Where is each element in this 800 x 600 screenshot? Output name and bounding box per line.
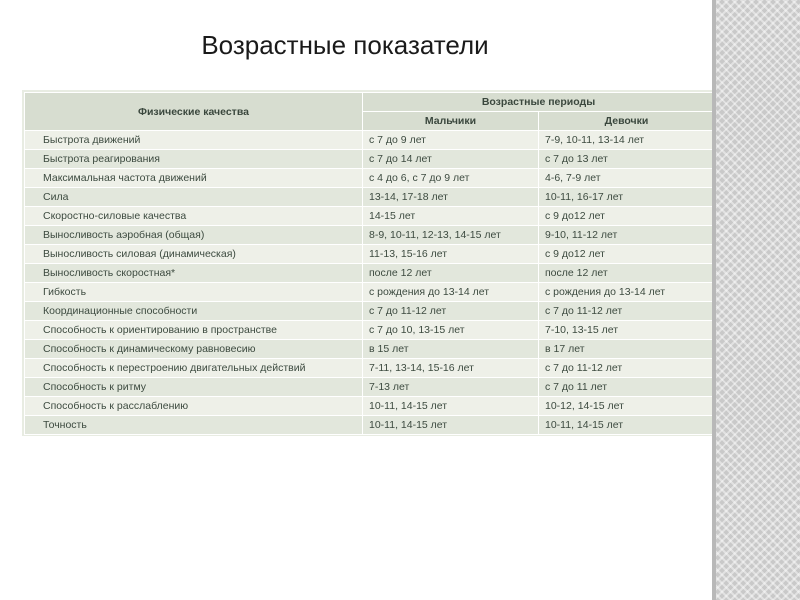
cell-boys: с 7 до 11-12 лет (363, 302, 539, 321)
cell-quality: Гибкость (25, 283, 363, 302)
table-row (25, 302, 715, 321)
cell-boys: 11-13, 15-16 лет (363, 245, 539, 264)
cell-boys: с рождения до 13-14 лет (363, 283, 539, 302)
cell-boys: 10-11, 14-15 лет (363, 397, 539, 416)
table-row (25, 226, 715, 245)
table-row (25, 340, 715, 359)
table-row (25, 283, 715, 302)
header-girls: Девочки (539, 112, 715, 131)
cell-quality: Способность к расслаблению (25, 397, 363, 416)
cell-quality: Сила (25, 188, 363, 207)
cell-quality: Способность к динамическому равновесию (25, 340, 363, 359)
table-row (25, 359, 715, 378)
table-image (22, 90, 714, 436)
cell-girls: с 9 до12 лет (539, 207, 715, 226)
table-row (25, 378, 715, 397)
cell-quality: Выносливость силовая (динамическая) (25, 245, 363, 264)
cell-boys: 7-13 лет (363, 378, 539, 397)
cell-boys: с 7 до 14 лет (363, 150, 539, 169)
table-row (25, 207, 715, 226)
slide-title: Возрастные показатели (201, 30, 489, 60)
table-body (25, 131, 715, 435)
cell-girls: с 7 до 11 лет (539, 378, 715, 397)
cell-girls: 10-12, 14-15 лет (539, 397, 715, 416)
cell-girls: 7-10, 13-15 лет (539, 321, 715, 340)
cell-boys: с 7 до 9 лет (363, 131, 539, 150)
cell-boys: 8-9, 10-11, 12-13, 14-15 лет (363, 226, 539, 245)
cell-quality: Скоростно-силовые качества (25, 207, 363, 226)
header-physical-qualities: Физические качества (25, 93, 363, 131)
table-row (25, 416, 715, 435)
table-row (25, 397, 715, 416)
cell-girls: с рождения до 13-14 лет (539, 283, 715, 302)
cell-girls: 4-6, 7-9 лет (539, 169, 715, 188)
cell-boys: 7-11, 13-14, 15-16 лет (363, 359, 539, 378)
cell-girls: 10-11, 16-17 лет (539, 188, 715, 207)
table-row (25, 264, 715, 283)
table-row (25, 188, 715, 207)
table-row (25, 321, 715, 340)
cell-girls: в 17 лет (539, 340, 715, 359)
cell-quality: Способность к ориентированию в пространстве (25, 321, 363, 340)
header-boys: Мальчики (363, 112, 539, 131)
header-age-periods: Возрастные периоды (363, 93, 715, 112)
cell-girls: после 12 лет (539, 264, 715, 283)
cell-quality: Способность к ритму (25, 378, 363, 397)
age-indicators-table (24, 92, 715, 435)
cell-girls: с 7 до 11-12 лет (539, 359, 715, 378)
cell-quality: Выносливость скоростная* (25, 264, 363, 283)
cell-boys: 10-11, 14-15 лет (363, 416, 539, 435)
cell-girls: 7-9, 10-11, 13-14 лет (539, 131, 715, 150)
cell-quality: Координационные способности (25, 302, 363, 321)
cell-quality: Точность (25, 416, 363, 435)
cell-girls: 10-11, 14-15 лет (539, 416, 715, 435)
cell-boys: с 7 до 10, 13-15 лет (363, 321, 539, 340)
cell-quality: Выносливость аэробная (общая) (25, 226, 363, 245)
cell-girls: 9-10, 11-12 лет (539, 226, 715, 245)
table-row (25, 150, 715, 169)
table-row (25, 169, 715, 188)
cell-boys: после 12 лет (363, 264, 539, 283)
decorative-side-band (712, 0, 800, 600)
cell-girls: с 9 до12 лет (539, 245, 715, 264)
cell-quality: Способность к перестроению двигательных действий (25, 359, 363, 378)
cell-girls: с 7 до 11-12 лет (539, 302, 715, 321)
cell-boys: 13-14, 17-18 лет (363, 188, 539, 207)
cell-boys: в 15 лет (363, 340, 539, 359)
cell-girls: с 7 до 13 лет (539, 150, 715, 169)
cell-quality: Максимальная частота движений (25, 169, 363, 188)
cell-quality: Быстрота движений (25, 131, 363, 150)
cell-boys: 14-15 лет (363, 207, 539, 226)
cell-quality: Быстрота реагирования (25, 150, 363, 169)
cell-boys: с 4 до 6, с 7 до 9 лет (363, 169, 539, 188)
table-row (25, 131, 715, 150)
table-row (25, 245, 715, 264)
